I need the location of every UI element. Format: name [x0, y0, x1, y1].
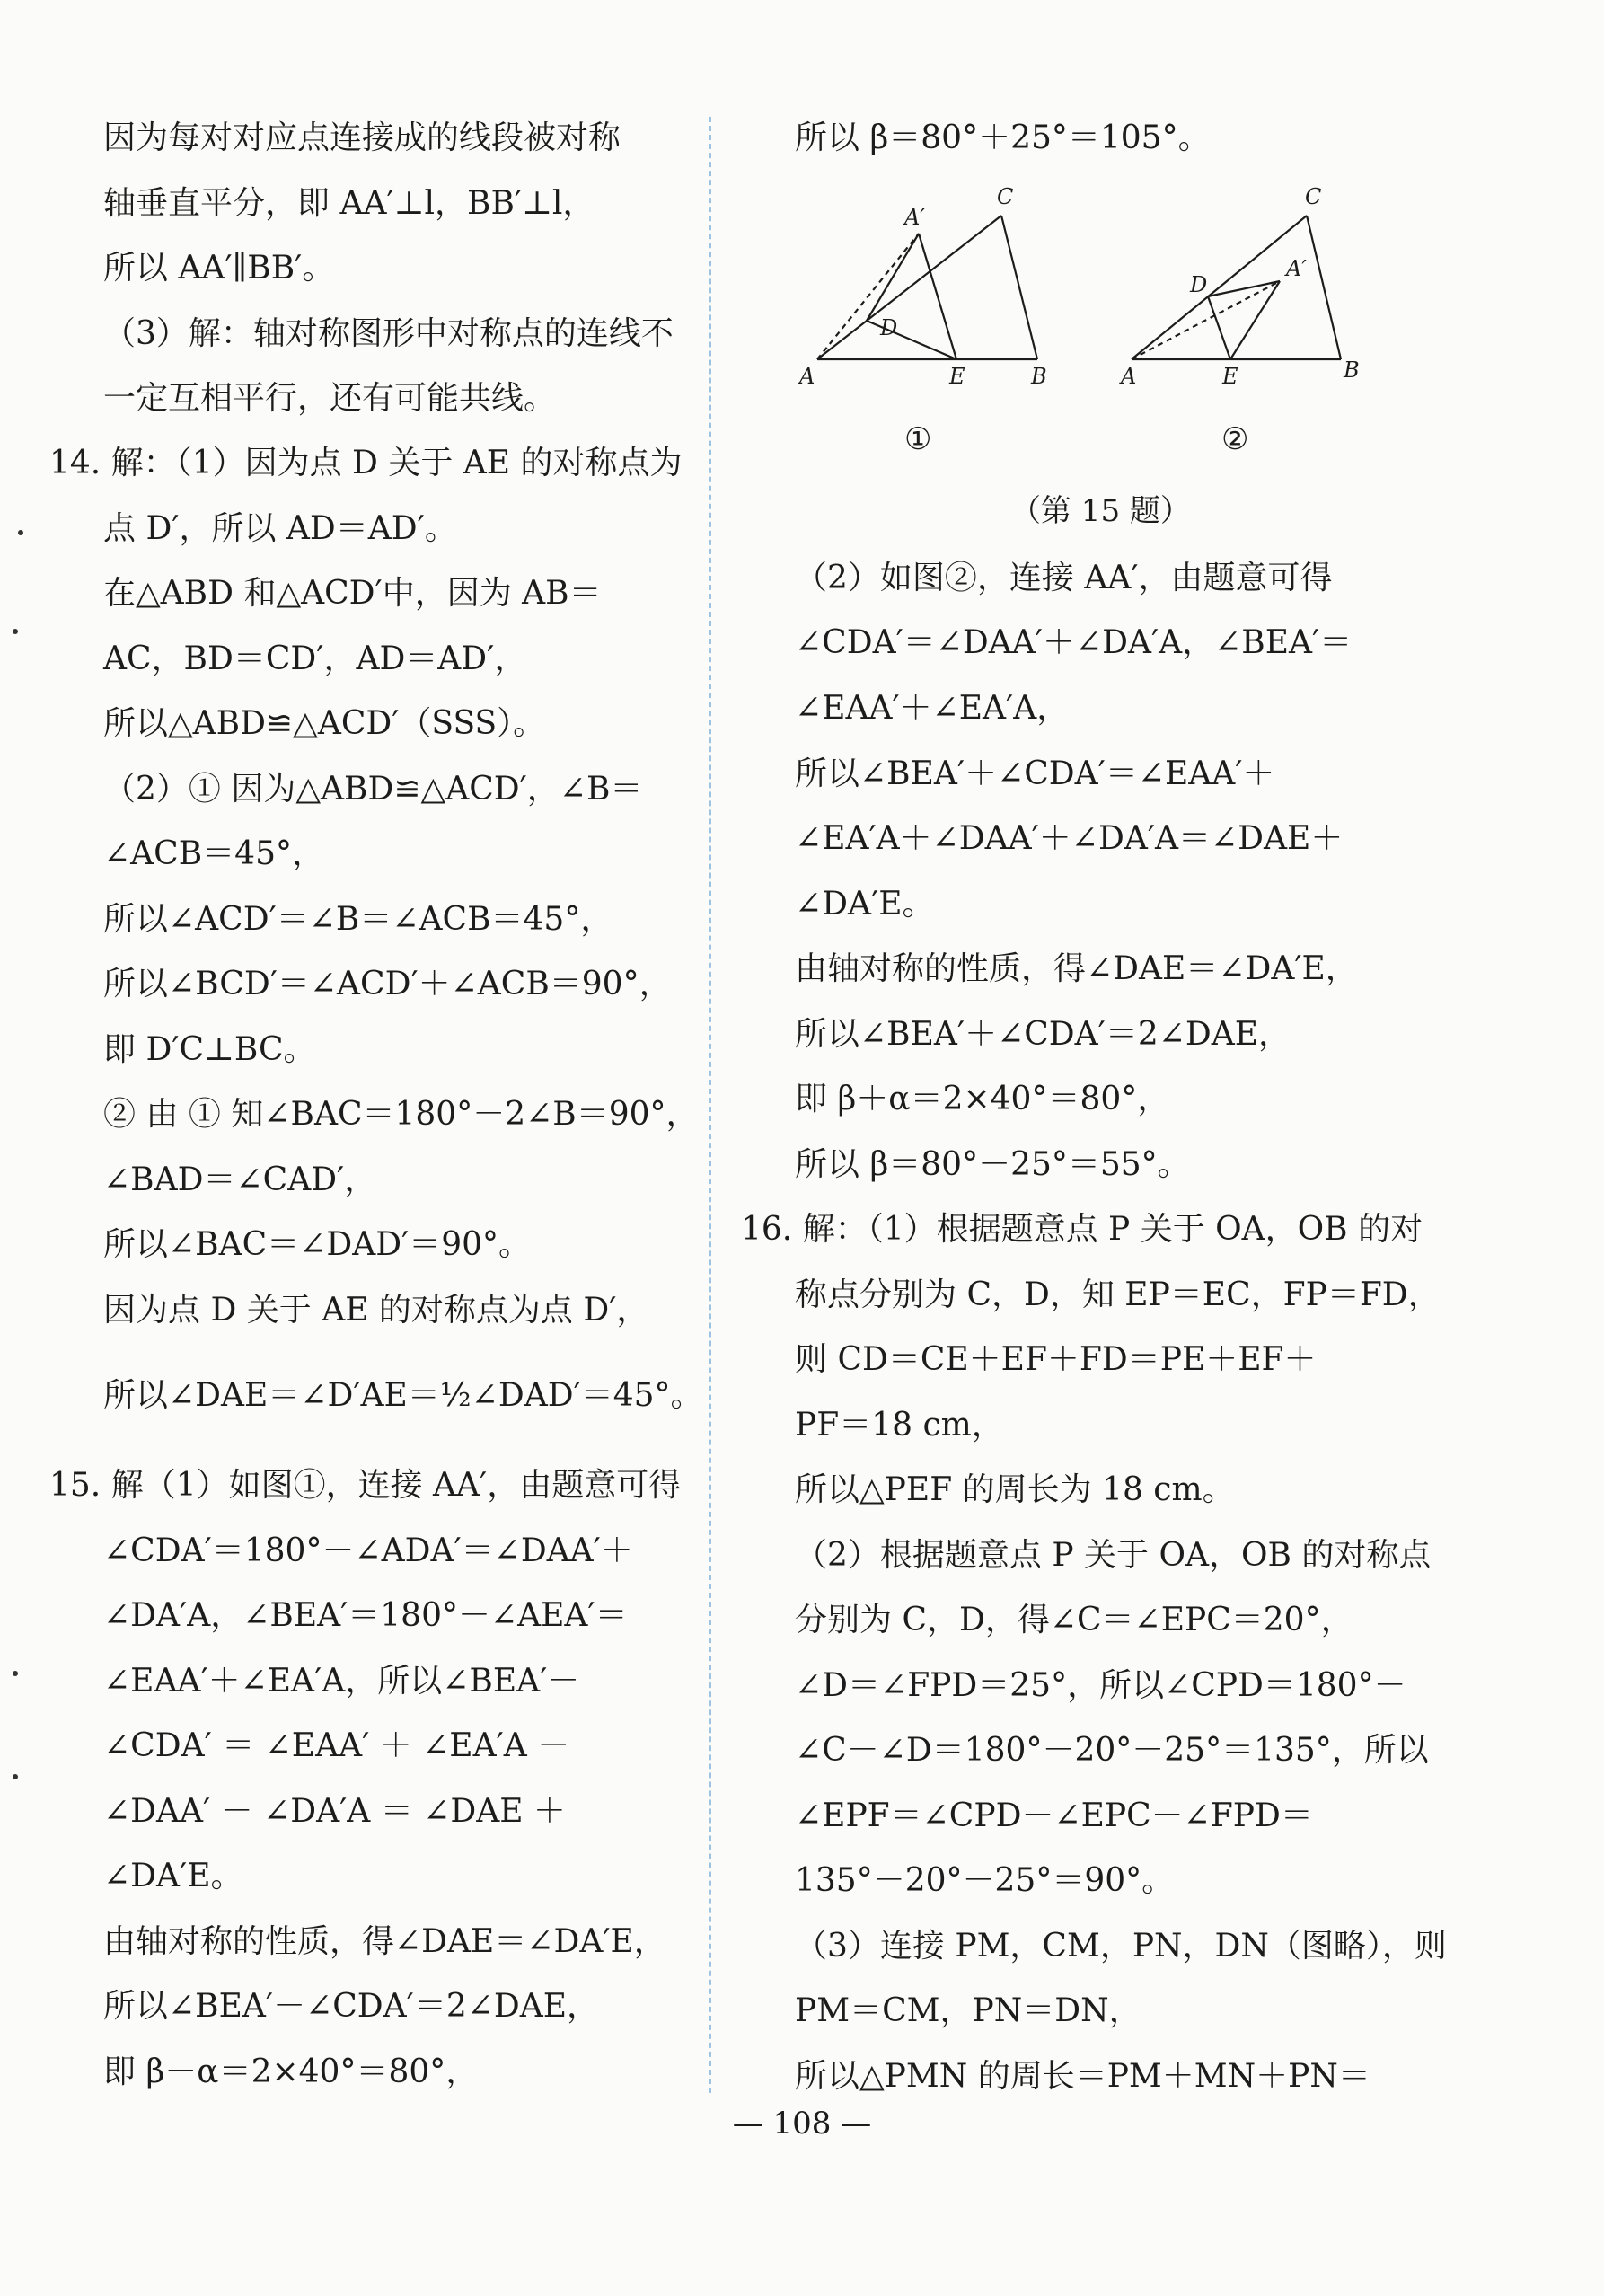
- left-text-line: AC，BD＝CD′，AD＝AD′，: [103, 640, 527, 677]
- figure-15: [795, 175, 1388, 517]
- fig1-label-Ap: A′: [904, 205, 925, 230]
- fig2-diagram: [1132, 216, 1341, 359]
- fig1-label-D: D: [880, 315, 898, 340]
- left-text-line: 所以∠DAE＝∠D′AE＝½∠DAD′＝45°。: [103, 1377, 703, 1414]
- left-text-line: ∠CDA′＝180°－∠ADA′＝∠DAA′＋: [103, 1532, 633, 1569]
- left-text-line: 所以 AA′∥BB′。: [103, 250, 335, 287]
- fig2-number: ②: [1221, 421, 1249, 457]
- right-text-line: （2）根据题意点 P 关于 OA，OB 的对称点: [795, 1537, 1432, 1574]
- right-text-line: 135°－20°－25°＝90°。: [795, 1862, 1175, 1899]
- fig1-label-E: E: [949, 364, 965, 389]
- scan-mark: [13, 1774, 18, 1779]
- left-text-line: 所以∠BCD′＝∠ACD′＋∠ACB＝90°，: [103, 966, 672, 1002]
- right-text-line: 则 CD＝CE＋EF＋FD＝PE＋EF＋: [795, 1341, 1317, 1378]
- right-text-line: PF＝18 cm，: [795, 1407, 1004, 1444]
- left-text-line: （2）① 因为△ABD≌△ACD′，∠B＝: [103, 771, 643, 808]
- right-text-line: PM＝CM，PN＝DN，: [795, 1992, 1141, 2029]
- left-text-line: 所以∠BEA′－∠CDA′＝2∠DAE，: [103, 1988, 600, 2025]
- page-number: — 108 —: [732, 2106, 872, 2141]
- left-text-line: 因为点 D 关于 AE 的对称点为点 D′，: [103, 1292, 649, 1329]
- fig2-label-E: E: [1222, 364, 1238, 389]
- right-text-line: 所以△PEF 的周长为 18 cm。: [795, 1471, 1235, 1508]
- left-text-line: 点 D′，所以 AD＝AD′。: [103, 510, 457, 547]
- left-text-line: ∠DA′E。: [103, 1858, 243, 1894]
- left-text-line: ∠DA′A，∠BEA′＝180°－∠AEA′＝: [103, 1597, 628, 1634]
- fig1-label-A: A: [799, 364, 815, 389]
- left-text-line: 即 D′C⊥BC。: [103, 1031, 316, 1068]
- scan-mark: [13, 629, 18, 634]
- right-text-line: 所以 β＝80°－25°＝55°。: [795, 1146, 1190, 1183]
- right-text-line: 所以 β＝80°＋25°＝105°。: [795, 119, 1211, 156]
- right-text-line: 所以∠BEA′＋∠CDA′＝∠EAA′＋: [795, 755, 1275, 792]
- fig1-label-C: C: [997, 184, 1014, 209]
- left-text-line: 15. 解（1）如图①，连接 AA′，由题意可得: [49, 1467, 682, 1504]
- left-text-line: ∠EAA′＋∠EA′A，所以∠BEA′－: [103, 1663, 580, 1700]
- right-text-line: 分别为 C，D，得∠C＝∠EPC＝20°，: [795, 1602, 1353, 1638]
- right-text-line: ∠D＝∠FPD＝25°，所以∠CPD＝180°－: [795, 1667, 1406, 1704]
- figure-15-svg: [795, 175, 1388, 517]
- right-text-line: ∠DA′E。: [795, 886, 935, 923]
- left-text-line: 所以∠ACD′＝∠B＝∠ACB＝45°，: [103, 901, 613, 938]
- scan-mark: [18, 530, 23, 535]
- right-text-line: ∠C－∠D＝180°－20°－25°＝135°，所以: [795, 1732, 1429, 1769]
- right-text-line: ∠EA′A＋∠DAA′＋∠DA′A＝∠DAE＋: [795, 820, 1344, 857]
- left-text-line: ∠ACB＝45°，: [103, 835, 324, 872]
- right-text-line: 即 β＋α＝2×40°＝80°，: [795, 1081, 1170, 1117]
- right-text-line: 16. 解：（1）根据题意点 P 关于 OA，OB 的对: [741, 1211, 1423, 1248]
- right-text-line: ∠CDA′＝∠DAA′＋∠DA′A，∠BEA′＝: [795, 624, 1353, 661]
- right-text-line: 所以△PMN 的周长＝PM＋MN＋PN＝: [795, 2058, 1370, 2095]
- left-text-line: （3）解：轴对称图形中对称点的连线不: [103, 315, 674, 352]
- right-text-line: （2）如图②，连接 AA′，由题意可得: [795, 560, 1333, 596]
- left-text-line: 14. 解：（1）因为点 D 关于 AE 的对称点为: [49, 445, 683, 481]
- left-text-line: 所以∠BAC＝∠DAD′＝90°。: [103, 1226, 532, 1263]
- fig2-label-B: B: [1344, 358, 1360, 383]
- figure-caption: （第 15 题）: [1010, 493, 1191, 529]
- column-divider: [709, 117, 711, 2093]
- fig2-label-A: A: [1121, 364, 1137, 389]
- fig1-number: ①: [904, 421, 932, 457]
- left-text-line: 即 β－α＝2×40°＝80°，: [103, 2053, 479, 2090]
- right-text-line: ∠EPF＝∠CPD－∠EPC－∠FPD＝: [795, 1797, 1313, 1834]
- left-text-line: 由轴对称的性质，得∠DAE＝∠DA′E，: [103, 1923, 666, 1960]
- right-text-line: ∠EAA′＋∠EA′A，: [795, 690, 1070, 727]
- right-text-line: 称点分别为 C，D，知 EP＝EC，FP＝FD，: [795, 1276, 1441, 1313]
- fig2-label-C: C: [1305, 184, 1322, 209]
- left-text-line: 一定互相平行，还有可能共线。: [103, 380, 557, 417]
- left-text-line: 所以△ABD≌△ACD′（SSS）。: [103, 705, 546, 742]
- left-text-line: 因为每对对应点连接成的线段被对称: [103, 119, 621, 156]
- left-text-line: ② 由 ① 知∠BAC＝180°－2∠B＝90°，: [103, 1096, 699, 1133]
- left-text-line: ∠CDA′ ＝ ∠EAA′ ＋ ∠EA′A －: [103, 1727, 570, 1764]
- left-text-line: ∠DAA′ － ∠DA′A ＝ ∠DAE ＋: [103, 1793, 566, 1830]
- fig1-diagram: [817, 216, 1037, 359]
- fig2-label-Ap: A′: [1286, 256, 1307, 281]
- right-text-line: （3）连接 PM，CM，PN，DN（图略），则: [795, 1928, 1447, 1965]
- scan-mark: [13, 1671, 18, 1676]
- left-text-line: 在△ABD 和△ACD′中，因为 AB＝: [103, 575, 602, 612]
- left-text-line: ∠BAD＝∠CAD′，: [103, 1161, 377, 1198]
- left-text-line: 轴垂直平分，即 AA′⊥l，BB′⊥l，: [103, 185, 595, 222]
- right-text-line: 由轴对称的性质，得∠DAE＝∠DA′E，: [795, 950, 1358, 987]
- fig1-label-B: B: [1031, 364, 1047, 389]
- fig2-label-D: D: [1190, 272, 1208, 297]
- right-text-line: 所以∠BEA′＋∠CDA′＝2∠DAE，: [795, 1016, 1291, 1053]
